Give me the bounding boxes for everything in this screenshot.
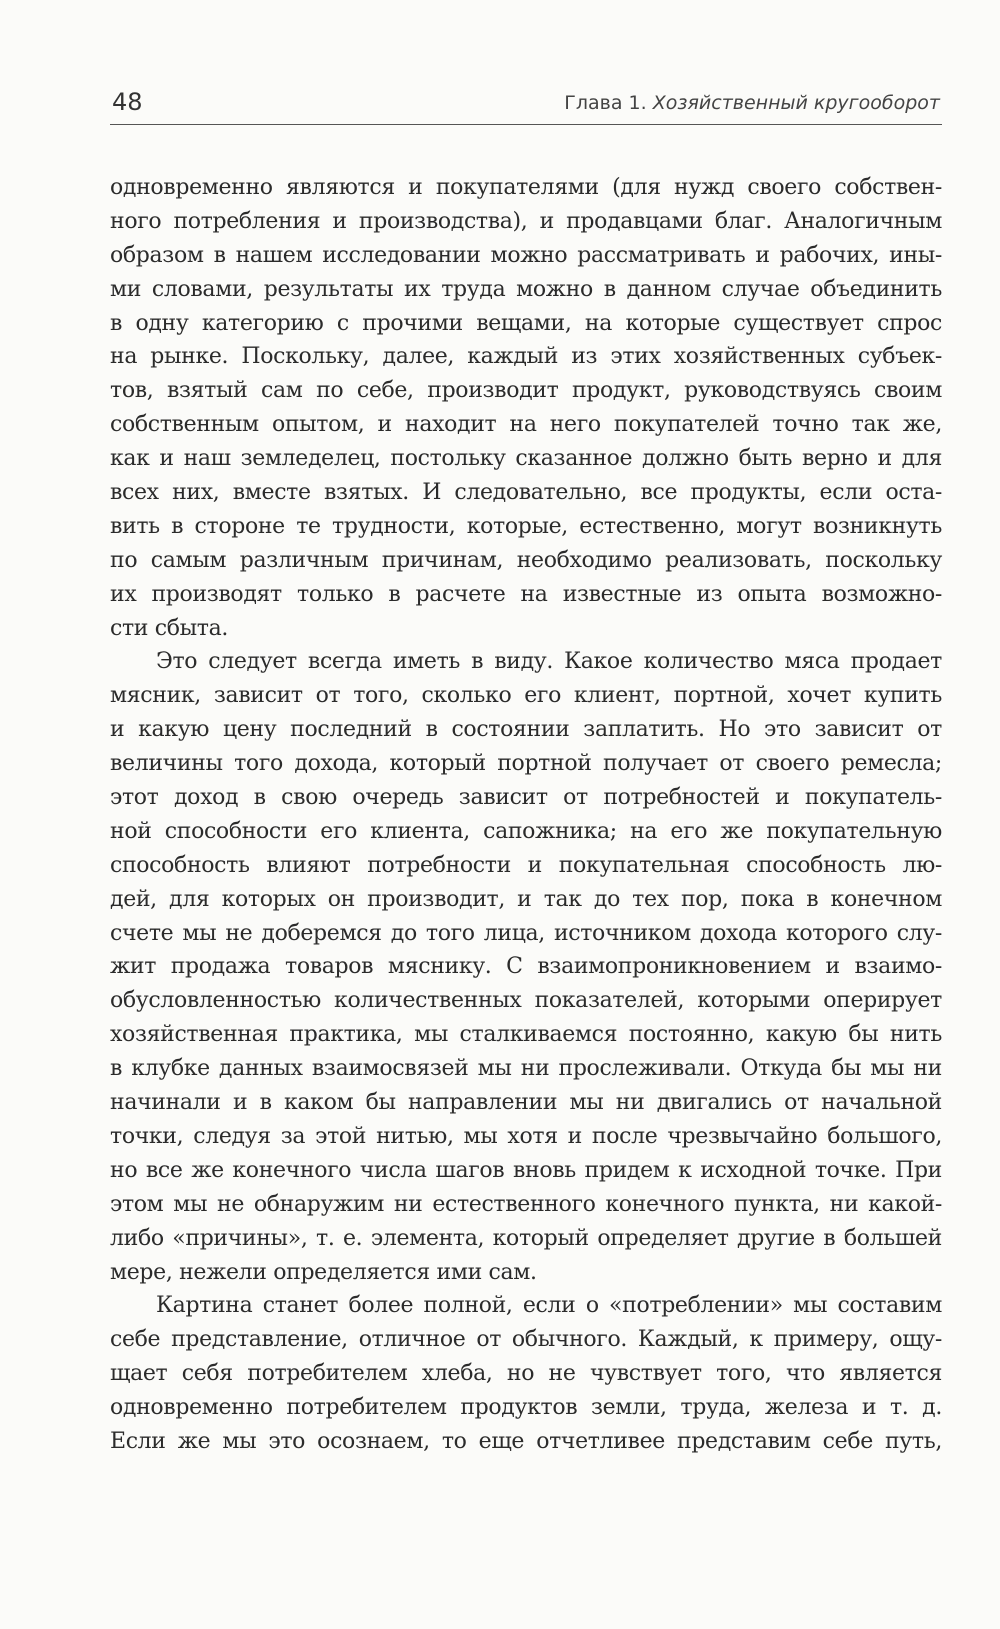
- text-line: счете мы не доберемся до того лица, источником дохода которого слу-: [110, 920, 942, 946]
- text-line: вить в стороне те трудности, которые, естественно, могут возникнуть: [110, 513, 942, 539]
- text-line: щает себя потребителем хлеба, но не чувствует того, что является: [110, 1361, 942, 1387]
- text-line: мясник, зависит от того, сколько его клиент, портной, хочет купить: [110, 683, 942, 709]
- text-line: но все же конечного числа шагов вновь придем к исходной точке. При: [110, 1157, 942, 1183]
- text-line: на рынке. Поскольку, далее, каждый из этих хозяйственных субъек-: [110, 344, 942, 370]
- text-line: в клубке данных взаимосвязей мы ни прослеживали. Откуда бы мы ни: [110, 1056, 942, 1082]
- text-line: этом мы не обнаружим ни естественного конечного пункта, ни какой-: [110, 1191, 942, 1217]
- text-line: себе представление, отличное от обычного. Каждый, к примеру, ощу-: [110, 1327, 942, 1353]
- text-line: мере, нежели определяется ими сам.: [110, 1259, 537, 1285]
- paragraph: [110, 171, 942, 645]
- text-line: дей, для которых он производит, и так до тех пор, пока в конечном: [110, 886, 942, 912]
- text-line: Это следует всегда иметь в виду. Какое количество мяса продает: [156, 649, 942, 675]
- text-line: начинали и в каком бы направлении мы ни двигались от начальной: [110, 1090, 942, 1116]
- text-line: всех них, вместе взятых. И следовательно, все продукты, если оста-: [110, 480, 942, 506]
- running-head: [564, 92, 940, 114]
- paragraph: [110, 1289, 942, 1458]
- text-line: Картина станет более полной, если о «потреблении» мы составим: [156, 1293, 942, 1319]
- text-line: жит продажа товаров мяснику. С взаимопроникновением и взаимо-: [110, 954, 942, 980]
- text-line: ного потребления и производства), и продавцами благ. Аналогичным: [110, 208, 942, 234]
- paragraph: [110, 645, 942, 1289]
- chapter-label: Глава 1.: [564, 92, 647, 114]
- text-line: как и наш земледелец, постольку сказанное должно быть верно и для: [110, 446, 942, 472]
- text-line: в одну категорию с прочими вещами, на которые существует спрос: [110, 310, 942, 336]
- text-line: ми словами, результаты их труда можно в данном случае объединить: [110, 276, 942, 302]
- text-line: ной способности его клиента, сапожника; на его же покупательную: [110, 818, 942, 844]
- text-line: хозяйственная практика, мы сталкиваемся постоянно, какую бы нить: [110, 1022, 942, 1048]
- text-line: сти сбыта.: [110, 615, 229, 641]
- text-line: по самым различным причинам, необходимо реализовать, поскольку: [110, 547, 942, 573]
- text-line: этот доход в свою очередь зависит от потребностей и покупатель-: [110, 785, 942, 811]
- text-line: Если же мы это осознаем, то еще отчетливее представим себе путь,: [110, 1428, 942, 1454]
- text-line: и какую цену последний в состоянии заплатить. Но это зависит от: [110, 717, 942, 743]
- text-line: тов, взятый сам по себе, производит продукт, руководствуясь своим: [110, 378, 942, 404]
- chapter-title: Хозяйственный кругооборот: [652, 92, 940, 114]
- page-number: 48: [112, 88, 143, 116]
- text-line: величины того дохода, который портной получает от своего ремесла;: [110, 751, 942, 777]
- text-line: образом в нашем исследовании можно рассматривать и рабочих, ины-: [110, 242, 942, 268]
- text-line: либо «причины», т. е. элемента, который определяет другие в большей: [110, 1225, 942, 1251]
- body-text: [110, 171, 942, 1459]
- text-line: их производят только в расчете на известные из опыта возможно-: [110, 581, 942, 607]
- text-line: одновременно потребителем продуктов земли, труда, железа и т. д.: [110, 1395, 942, 1421]
- text-line: обусловленностью количественных показателей, которыми оперирует: [110, 988, 942, 1014]
- text-line: способность влияют потребности и покупательная способность лю-: [110, 852, 942, 878]
- running-header: [110, 84, 942, 125]
- text-line: точки, следуя за этой нитью, мы хотя и после чрезвычайно большого,: [110, 1123, 942, 1149]
- text-line: одновременно являются и покупателями (для нужд своего собствен-: [110, 175, 942, 200]
- text-line: собственным опытом, и находит на него покупателей точно так же,: [110, 412, 942, 438]
